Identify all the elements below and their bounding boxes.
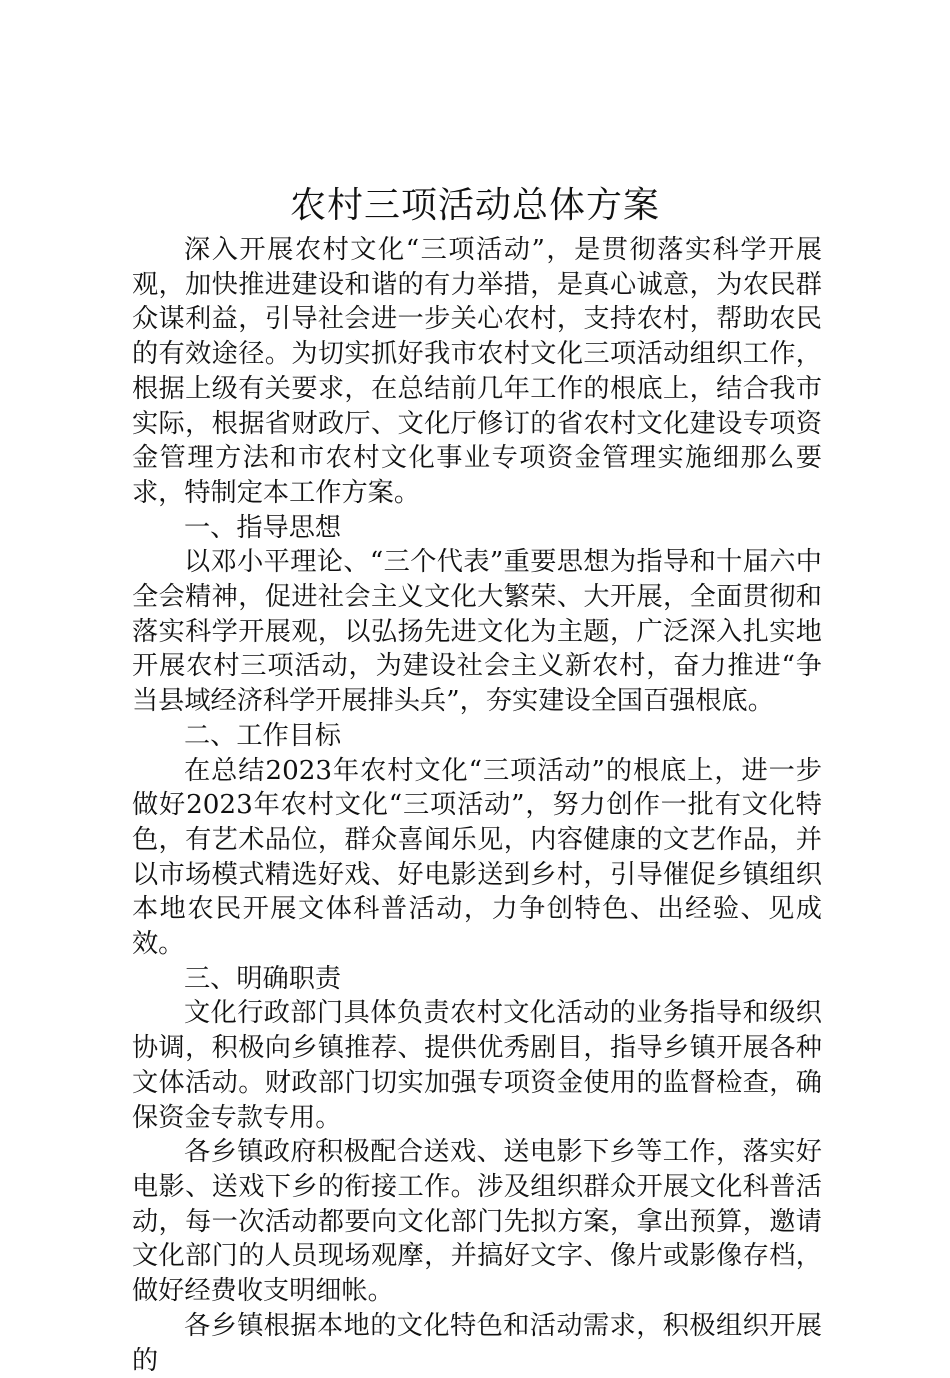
document-body	[132, 233, 822, 1378]
document-title: 农村三项活动总体方案	[289, 185, 660, 226]
responsibilities-paragraph-2: 各乡镇政府积极配合送戏、送电影下乡等工作，落实好电影、送戏下乡的衔接工作。涉及组织群众开展文化科普活动，每一次活动都要向文化部门先拟方案，拿出预算，邀请文化部门的人员现场观摩，并搞好文字、像片或影像存档，做好经费收支明细帐。	[132, 1137, 822, 1307]
intro-paragraph: 深入开展农村文化“三项活动”，是贯彻落实科学开展观，加快推进建设和谐的有力举措，是真心诚意，为农民群众谋利益，引导社会进一步关心农村，支持农村，帮助农民的有效途径。为切实抓好我市农村文化三项活动组织工作，根据上级有关要求，在总结前几年工作的根底上，结合我市实际，根据省财政厅、文化厅修订的省农村文化建设专项资金管理方法和市农村文化事业专项资金管理实施细那么要求，特制定本工作方案。	[132, 235, 822, 508]
responsibilities-paragraph-3: 各乡镇根据本地的文化特色和活动需求，积极组织开展的	[132, 1310, 822, 1376]
section-heading-guiding-ideology: 一、指导思想	[184, 512, 342, 543]
section-heading-responsibilities: 三、明确职责	[184, 963, 342, 994]
guiding-ideology-paragraph: 以邓小平理论、“三个代表”重要思想为指导和十届六中全会精神，促进社会主义文化大繁荣、大开展，全面贯彻和落实科学开展观，以弘扬先进文化为主题，广泛深入扎实地开展农村三项活动，为建设社会主义新农村，奋力推进“争当县域经济科学开展排头兵”，夯实建设全国百强根底。	[132, 547, 822, 717]
work-goals-paragraph: 在总结2023年农村文化“三项活动”的根底上，进一步做好2023年农村文化“三项活动”，努力创作一批有文化特色，有艺术品位，群众喜闻乐见，内容健康的文艺作品，并以市场模式精选好戏、好电影送到乡村，引导催促乡镇组织本地农民开展文体科普活动，力争创特色、出经验、见成效。	[132, 755, 822, 960]
section-heading-work-goals: 二、工作目标	[184, 720, 342, 751]
responsibilities-paragraph-1: 文化行政部门具体负责农村文化活动的业务指导和级织协调，积极向乡镇推荐、提供优秀剧目，指导乡镇开展各种文体活动。财政部门切实加强专项资金使用的监督检查，确保资金专款专用。	[132, 998, 822, 1133]
